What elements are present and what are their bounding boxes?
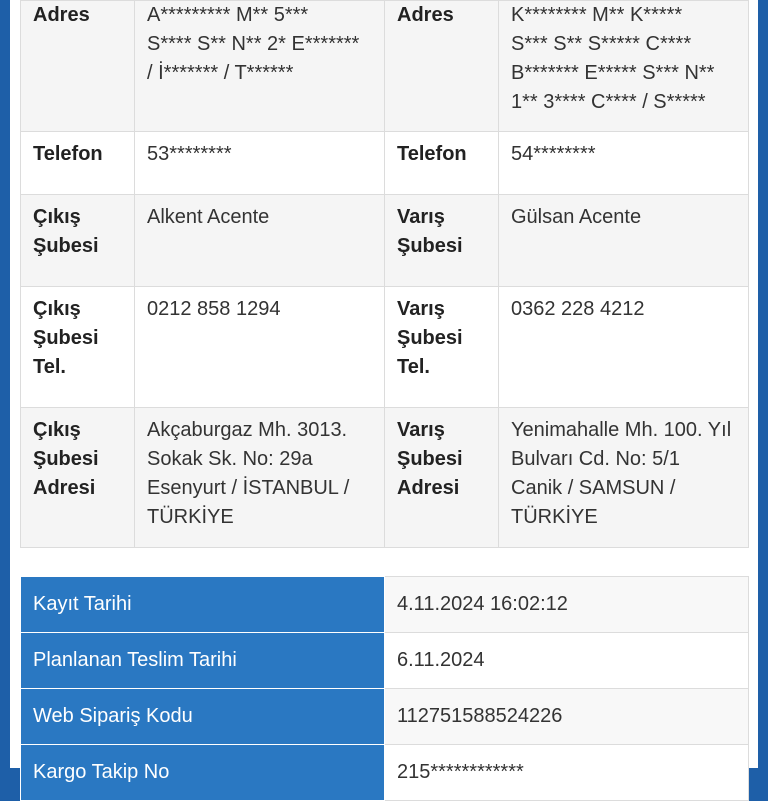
tracking-number-value: 215************ <box>385 745 749 801</box>
origin-branch-address-value: Akçaburgaz Mh. 3013. Sokak Sk. No: 29a Esenyurt / İSTANBUL / TÜRKİYE <box>135 408 385 548</box>
summary-row-planned-delivery <box>21 633 749 689</box>
table-row-branch <box>21 195 749 287</box>
sender-address-label: Adres <box>21 1 135 132</box>
destination-branch-label: Varış Şubesi <box>385 195 499 287</box>
destination-branch-address-value: Yenimahalle Mh. 100. Yıl Bulvarı Cd. No: 5/1 Canik / SAMSUN / TÜRKİYE <box>499 408 749 548</box>
web-order-code-label: Web Sipariş Kodu <box>21 689 385 745</box>
origin-branch-address-label: Çıkış Şubesi Adresi <box>21 408 135 548</box>
origin-branch-phone-value: 0212 858 1294 <box>135 287 385 408</box>
origin-branch-value: Alkent Acente <box>135 195 385 287</box>
table-row-address <box>21 1 749 132</box>
sender-phone-value: 53******** <box>135 132 385 195</box>
origin-branch-phone-label: Çıkış Şubesi Tel. <box>21 287 135 408</box>
table-row-branch-phone <box>21 287 749 408</box>
summary-row-tracking-number <box>21 745 749 801</box>
summary-row-web-order-code <box>21 689 749 745</box>
receiver-phone-label: Telefon <box>385 132 499 195</box>
receiver-address-value: K******** M** K***** S*** S** S***** C**** B******* E***** S*** N** 1** 3**** C**** / S***** <box>499 1 749 132</box>
order-summary-table <box>20 576 749 801</box>
web-order-code-value: 112751588524226 <box>385 689 749 745</box>
receiver-address-label: Adres <box>385 1 499 132</box>
destination-branch-phone-value: 0362 228 4212 <box>499 287 749 408</box>
registration-date-value: 4.11.2024 16:02:12 <box>385 577 749 633</box>
planned-delivery-label: Planlanan Teslim Tarihi <box>21 633 385 689</box>
tracking-number-label: Kargo Takip No <box>21 745 385 801</box>
receiver-phone-value: 54******** <box>499 132 749 195</box>
sender-receiver-table <box>20 0 749 548</box>
destination-branch-value: Gülsan Acente <box>499 195 749 287</box>
table-row-phone <box>21 132 749 195</box>
table-row-branch-address <box>21 408 749 548</box>
destination-branch-phone-label: Varış Şubesi Tel. <box>385 287 499 408</box>
destination-branch-address-label: Varış Şubesi Adresi <box>385 408 499 548</box>
shipment-detail-panel <box>10 0 758 783</box>
sender-phone-label: Telefon <box>21 132 135 195</box>
planned-delivery-value: 6.11.2024 <box>385 633 749 689</box>
registration-date-label: Kayıt Tarihi <box>21 577 385 633</box>
summary-row-registration-date <box>21 577 749 633</box>
sender-address-value: A********* M** 5*** S**** S** N** 2* E******* / İ******* / T****** <box>135 1 385 132</box>
origin-branch-label: Çıkış Şubesi <box>21 195 135 287</box>
